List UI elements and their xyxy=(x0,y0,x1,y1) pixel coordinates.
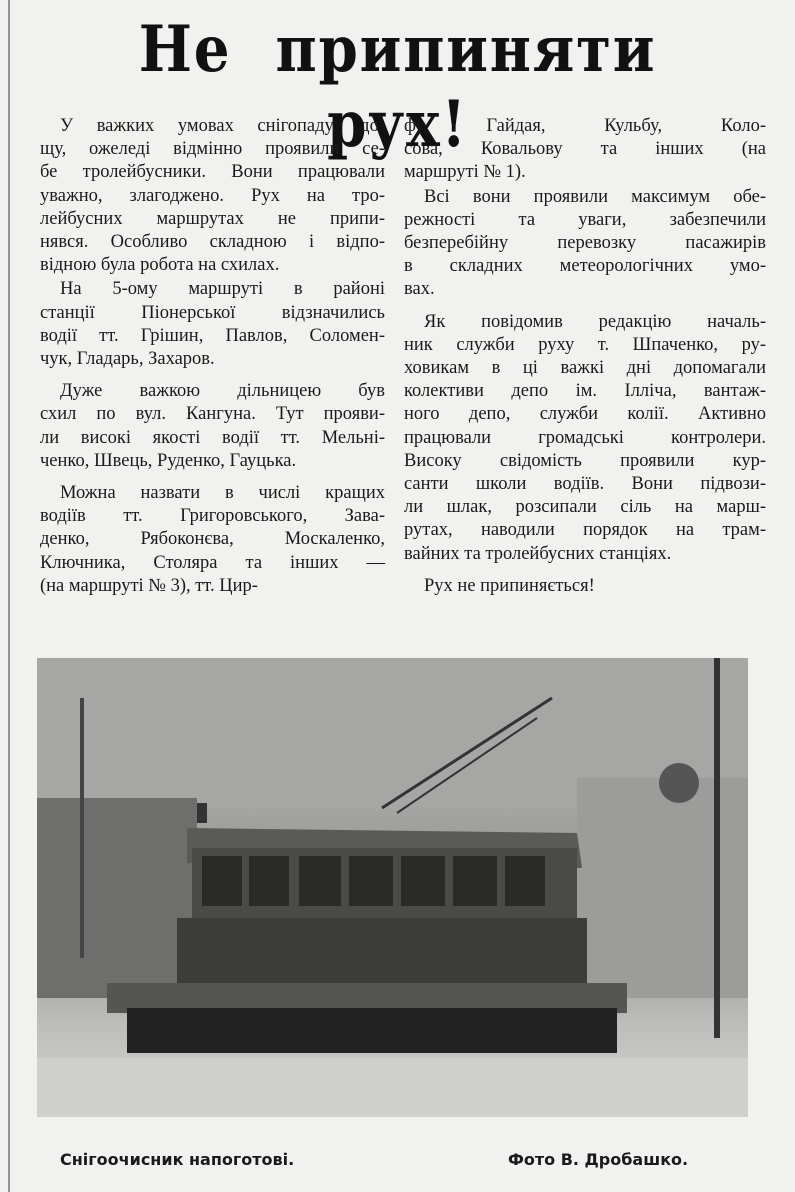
paragraph xyxy=(40,115,385,277)
text-line: ного депо, служби колії. Активно xyxy=(404,404,766,425)
text-line: денко, Рябоконєва, Москаленко, xyxy=(40,529,385,550)
photo-snowplow-tram xyxy=(37,658,748,1117)
text-line: ли високі якості водії тт. Мельні- xyxy=(40,427,385,448)
text-line: щу, ожеледі відмінно проявили се- xyxy=(40,139,385,160)
text-line: уважно, злагоджено. Рух на тро- xyxy=(40,185,385,206)
text-line: бе тролейбусники. Вони працювали xyxy=(40,162,385,183)
text-line: ли шлак, розсипали сіль на марш- xyxy=(404,497,766,518)
text-line: Ключника, Столяра та інших — xyxy=(40,552,385,573)
text-line: Як повідомив редакцію началь- xyxy=(424,311,766,332)
text-line: працювали громадські контролери. xyxy=(404,427,766,448)
text-line: безперебійну перевозку пасажирів xyxy=(404,233,766,254)
text-line: вах. xyxy=(404,279,435,300)
text-line: У важких умовах снігопаду, до- xyxy=(60,116,385,136)
paragraph xyxy=(40,380,385,473)
text-line: Всі вони проявили максимум обе- xyxy=(424,186,766,207)
text-line: колективи депо ім. Ілліча, вантаж- xyxy=(404,381,766,402)
photo-credit: Фото В. Дробашко. xyxy=(508,1150,689,1169)
text-line: На 5-ому маршруті в районі xyxy=(60,279,385,300)
text-line: водіїв тт. Григоровського, Зава- xyxy=(40,506,385,527)
headline: Не припиняти рух! xyxy=(138,12,657,162)
paragraph xyxy=(404,115,766,185)
text-line: рутах, наводили порядок на трам- xyxy=(404,520,766,541)
text-line: водії тт. Грішин, Павлов, Соломен- xyxy=(40,325,385,346)
paragraph xyxy=(404,575,766,598)
text-line: фу, Гайдая, Кульбу, Коло- xyxy=(404,116,766,136)
photo-caption: Снігоочисник напоготові. xyxy=(60,1150,295,1169)
text-line: ченко, Швець, Руденко, Гауцька. xyxy=(40,450,297,471)
text-line: Можна назвати в числі кращих xyxy=(60,483,385,504)
paragraph xyxy=(40,482,385,598)
text-line: Дуже важкою дільницею був xyxy=(60,381,385,402)
text-line: відною була робота на схилах. xyxy=(40,255,280,276)
paragraph xyxy=(404,186,766,302)
text-line: в складних метеорологічних умо- xyxy=(404,256,766,277)
page-edge xyxy=(8,0,10,1192)
left-column xyxy=(40,115,385,599)
text-line: вайних та тролейбусних станціях. xyxy=(404,543,672,564)
text-line: лейбусних маршрутах не припи- xyxy=(40,208,385,229)
text-line: Високу свідомість проявили кур- xyxy=(404,450,766,471)
text-line: нявся. Особливо складною і відпо- xyxy=(40,232,385,253)
text-line: Рух не припиняється! xyxy=(424,575,595,596)
right-column xyxy=(404,115,766,599)
paragraph xyxy=(40,278,385,371)
text-line: чук, Гладарь, Захаров. xyxy=(40,349,215,370)
text-line: санти школи водіїв. Вони підвози- xyxy=(404,474,766,495)
text-line: режності та уваги, забезпечили xyxy=(404,209,766,230)
text-line: схил по вул. Кангуна. Тут прояви- xyxy=(40,404,385,425)
text-line: ник служби руху т. Шпаченко, ру- xyxy=(404,334,766,355)
text-line: станції Піонерської відзначились xyxy=(40,302,385,323)
text-line: маршруті № 1). xyxy=(404,162,526,183)
text-line: ховикам в ці важкі дні допомагали xyxy=(404,358,766,379)
text-line: (на маршруті № 3), тт. Цир- xyxy=(40,575,258,596)
text-line: сова, Ковальову та інших (на xyxy=(404,139,766,160)
paragraph xyxy=(404,311,766,566)
